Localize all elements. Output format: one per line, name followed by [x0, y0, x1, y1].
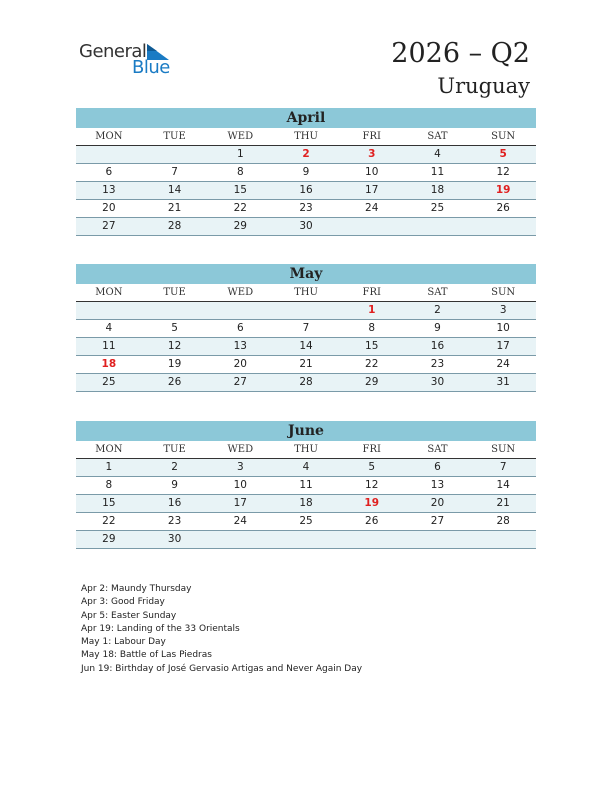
weekday-label: FRI: [362, 131, 381, 142]
month-june: [76, 421, 536, 549]
empty-day-cell: [405, 531, 471, 548]
empty-day-cell: [207, 531, 273, 548]
day-cell: 27: [102, 220, 116, 232]
week-rows: [76, 459, 536, 549]
day-cell: 22: [102, 515, 116, 527]
day-cell: 25: [430, 202, 445, 214]
day-cell: 22: [233, 202, 247, 214]
weekday-label: SAT: [427, 287, 448, 298]
day-cell: 3: [236, 461, 244, 473]
day-cell: 26: [167, 376, 182, 388]
day-cell: 14: [496, 479, 510, 491]
week-row: [76, 302, 536, 320]
weekday-label: THU: [294, 444, 318, 455]
empty-day-cell: [339, 531, 405, 548]
day-cell: 18: [101, 358, 117, 370]
holiday-note: Apr 19: Landing of the 33 Orientals: [81, 623, 240, 634]
logo-general-text: General: [79, 41, 147, 62]
empty-day-cell: [470, 531, 536, 548]
holiday-note: Apr 2: Maundy Thursday: [81, 584, 192, 594]
holiday-notes: [81, 583, 541, 676]
holiday-note: Jun 19: Birthday of José Gervasio Artigas and Never Again Day: [81, 663, 363, 674]
day-cell: 18: [430, 184, 445, 196]
day-cell: 30: [299, 220, 313, 232]
weekday-label: SAT: [427, 131, 448, 142]
day-cell: 8: [236, 166, 244, 178]
weekday-header-row: [76, 128, 536, 146]
day-cell: 11: [102, 340, 116, 352]
weekday-label: WED: [227, 444, 254, 455]
day-cell: 13: [430, 479, 445, 491]
day-cell: 17: [233, 497, 247, 509]
week-row: [76, 495, 536, 513]
weekday-label: MON: [95, 444, 123, 455]
day-cell: 25: [102, 376, 116, 388]
day-cell: 5: [171, 322, 178, 334]
country-name: Uruguay: [437, 74, 530, 98]
day-cell: 23: [430, 358, 445, 370]
day-cell: 27: [233, 376, 247, 388]
month-may: [76, 264, 536, 392]
day-cell: 15: [102, 497, 116, 509]
day-cell: 5: [499, 148, 507, 160]
day-cell: 19: [167, 358, 182, 370]
day-cell: 20: [233, 358, 247, 370]
page-title: 2026 – Q2: [391, 38, 530, 69]
week-row: [76, 218, 536, 236]
day-cell: 27: [430, 515, 445, 527]
day-cell: 10: [233, 479, 247, 491]
week-rows: [76, 146, 536, 236]
week-row: [76, 374, 536, 392]
day-cell: 25: [299, 515, 313, 527]
month-april: [76, 108, 536, 236]
empty-day-cell: [339, 218, 405, 235]
day-cell: 15: [365, 340, 379, 352]
day-cell: 2: [302, 148, 310, 160]
weekday-label: SUN: [491, 444, 516, 455]
day-cell: 30: [167, 533, 182, 545]
weekday-label: SAT: [427, 444, 448, 455]
day-cell: 28: [167, 220, 182, 232]
day-cell: 28: [496, 515, 510, 527]
day-cell: 24: [496, 358, 510, 370]
month-title: April: [76, 108, 536, 128]
day-cell: 17: [496, 340, 510, 352]
week-row: [76, 164, 536, 182]
day-cell: 23: [299, 202, 313, 214]
day-cell: 4: [105, 322, 113, 334]
day-cell: 13: [233, 340, 247, 352]
day-cell: 2: [434, 304, 441, 316]
month-title: June: [76, 421, 536, 441]
day-cell: 30: [430, 376, 445, 388]
weekday-label: THU: [294, 131, 318, 142]
holiday-note: Apr 5: Easter Sunday: [81, 610, 177, 621]
holiday-note: Apr 3: Good Friday: [81, 597, 165, 608]
day-cell: 12: [496, 166, 510, 178]
weekday-label: TUE: [163, 287, 186, 298]
day-cell: 26: [496, 202, 510, 214]
day-cell: 10: [496, 322, 510, 334]
day-cell: 17: [365, 184, 379, 196]
week-row: [76, 338, 536, 356]
week-row: [76, 459, 536, 477]
day-cell: 9: [302, 166, 310, 178]
weekday-label: WED: [227, 287, 254, 298]
day-cell: 16: [430, 340, 445, 352]
day-cell: 24: [233, 515, 247, 527]
day-cell: 12: [365, 479, 379, 491]
day-cell: 19: [364, 497, 380, 509]
day-cell: 11: [430, 166, 445, 178]
day-cell: 1: [368, 304, 376, 316]
day-cell: 18: [299, 497, 313, 509]
day-cell: 29: [102, 533, 116, 545]
day-cell: 5: [368, 461, 376, 473]
day-cell: 23: [167, 515, 182, 527]
holiday-note: May 1: Labour Day: [81, 637, 166, 648]
day-cell: 6: [236, 322, 244, 334]
day-cell: 20: [102, 202, 116, 214]
day-cell: 9: [434, 322, 441, 334]
day-cell: 16: [167, 497, 182, 509]
day-cell: 6: [105, 166, 113, 178]
weekday-header-row: [76, 284, 536, 302]
empty-day-cell: [142, 146, 208, 163]
weekday-header-row: [76, 441, 536, 459]
week-row: [76, 146, 536, 164]
day-cell: 14: [299, 340, 313, 352]
weekday-label: MON: [95, 131, 123, 142]
day-cell: 22: [365, 358, 379, 370]
week-rows: [76, 302, 536, 392]
day-cell: 7: [499, 461, 507, 473]
day-cell: 29: [365, 376, 379, 388]
month-title: May: [76, 264, 536, 284]
day-cell: 28: [299, 376, 313, 388]
day-cell: 26: [365, 515, 379, 527]
day-cell: 7: [171, 166, 178, 178]
day-cell: 21: [496, 497, 510, 509]
week-row: [76, 320, 536, 338]
day-cell: 29: [233, 220, 247, 232]
weekday-label: MON: [95, 287, 123, 298]
day-cell: 15: [233, 184, 247, 196]
day-cell: 12: [167, 340, 182, 352]
empty-day-cell: [76, 146, 142, 163]
day-cell: 2: [171, 461, 178, 473]
weekday-label: FRI: [362, 287, 381, 298]
empty-day-cell: [76, 302, 142, 319]
weekday-label: TUE: [163, 444, 186, 455]
weekday-label: THU: [294, 287, 318, 298]
day-cell: 11: [299, 479, 313, 491]
weekday-label: SUN: [491, 131, 516, 142]
day-cell: 6: [434, 461, 441, 473]
weekday-label: SUN: [491, 287, 516, 298]
week-row: [76, 477, 536, 495]
day-cell: 4: [302, 461, 310, 473]
day-cell: 10: [365, 166, 379, 178]
day-cell: 13: [102, 184, 116, 196]
weekday-label: FRI: [362, 444, 381, 455]
empty-day-cell: [405, 218, 471, 235]
day-cell: 21: [299, 358, 313, 370]
day-cell: 16: [299, 184, 313, 196]
weekday-label: TUE: [163, 131, 186, 142]
empty-day-cell: [273, 302, 339, 319]
empty-day-cell: [273, 531, 339, 548]
week-row: [76, 513, 536, 531]
day-cell: 1: [105, 461, 113, 473]
day-cell: 20: [430, 497, 445, 509]
day-cell: 21: [167, 202, 182, 214]
logo-blue-text: Blue: [132, 57, 170, 78]
day-cell: 8: [105, 479, 113, 491]
day-cell: 7: [302, 322, 310, 334]
week-row: [76, 200, 536, 218]
day-cell: 19: [495, 184, 511, 196]
week-row: [76, 182, 536, 200]
day-cell: 4: [434, 148, 441, 160]
empty-day-cell: [470, 218, 536, 235]
day-cell: 31: [496, 376, 510, 388]
day-cell: 9: [171, 479, 178, 491]
day-cell: 3: [368, 148, 376, 160]
empty-day-cell: [142, 302, 208, 319]
day-cell: 1: [236, 148, 244, 160]
day-cell: 3: [499, 304, 507, 316]
day-cell: 8: [368, 322, 376, 334]
holiday-note: May 18: Battle of Las Piedras: [81, 650, 212, 661]
day-cell: 24: [365, 202, 379, 214]
day-cell: 14: [167, 184, 182, 196]
empty-day-cell: [207, 302, 273, 319]
week-row: [76, 531, 536, 549]
week-row: [76, 356, 536, 374]
weekday-label: WED: [227, 131, 254, 142]
brand-logo: [79, 41, 179, 81]
